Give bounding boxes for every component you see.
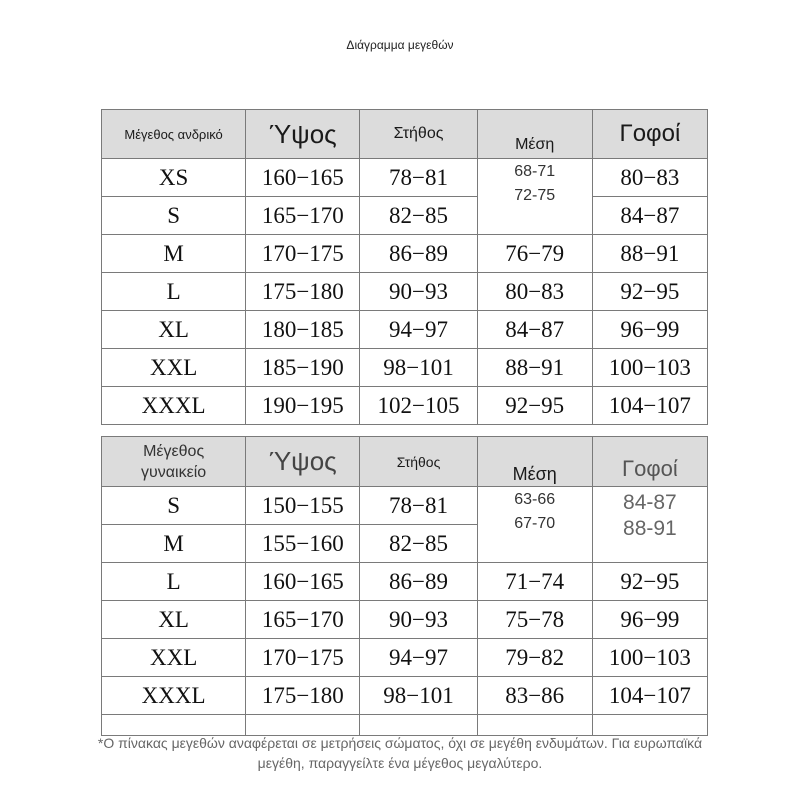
size-cell: XXL	[102, 349, 246, 387]
waist-range: 63-66	[514, 491, 556, 508]
hip-cell: 84−87	[592, 197, 707, 235]
table-row	[102, 159, 708, 197]
hip-cell: 100−103	[592, 639, 707, 677]
waist-range: 67-70	[514, 515, 556, 532]
women-header-size-line2: γυναικείο	[141, 463, 207, 481]
chest-cell: 98−101	[360, 349, 477, 387]
chest-cell: 94−97	[360, 311, 477, 349]
women-size-table	[101, 436, 708, 736]
waist-range: 68-71	[514, 163, 556, 180]
page-title: Διάγραμμα μεγεθών	[346, 38, 454, 52]
height-cell: 155−160	[246, 525, 360, 563]
table-row	[102, 197, 708, 235]
size-cell: M	[102, 525, 246, 563]
waist-cell: 92−95	[477, 387, 592, 425]
footnote	[20, 733, 780, 773]
women-header-size-line1: Μέγεθος	[143, 442, 205, 460]
men-size-table	[101, 109, 708, 425]
chest-cell: 102−105	[360, 387, 477, 425]
table-row	[102, 349, 708, 387]
chest-cell: 82−85	[360, 525, 477, 563]
table-row	[102, 677, 708, 715]
hip-cell: 88−91	[592, 235, 707, 273]
men-header-height: Ύψος	[246, 110, 360, 159]
hip-cell: 92−95	[592, 273, 707, 311]
men-header-size: Μέγεθος ανδρικό	[102, 110, 246, 159]
table-row	[102, 639, 708, 677]
chest-cell: 82−85	[360, 197, 477, 235]
women-header-waist: Μέση	[477, 437, 592, 487]
chest-cell: 94−97	[360, 639, 477, 677]
women-hip-merged-cell	[592, 487, 707, 563]
women-header-row	[102, 437, 708, 487]
hip-cell: 96−99	[592, 311, 707, 349]
table-row	[102, 563, 708, 601]
table-row	[102, 311, 708, 349]
hip-cell: 96−99	[592, 601, 707, 639]
table-row	[102, 387, 708, 425]
height-cell: 175−180	[246, 273, 360, 311]
hip-cell: 104−107	[592, 387, 707, 425]
size-cell: XL	[102, 311, 246, 349]
chest-cell: 90−93	[360, 273, 477, 311]
waist-cell: 83−86	[477, 677, 592, 715]
chest-cell: 98−101	[360, 677, 477, 715]
waist-cell: 79−82	[477, 639, 592, 677]
waist-cell: 76−79	[477, 235, 592, 273]
size-cell: M	[102, 235, 246, 273]
size-cell: XXXL	[102, 677, 246, 715]
women-header-size	[102, 437, 246, 487]
height-cell: 190−195	[246, 387, 360, 425]
women-header-chest: Στήθος	[360, 437, 477, 487]
chest-cell: 86−89	[360, 563, 477, 601]
table-row	[102, 235, 708, 273]
height-cell: 160−165	[246, 159, 360, 197]
height-cell: 160−165	[246, 563, 360, 601]
size-cell: L	[102, 563, 246, 601]
men-waist-merged-cell	[477, 159, 592, 235]
waist-cell: 88−91	[477, 349, 592, 387]
size-cell: XS	[102, 159, 246, 197]
waist-cell: 84−87	[477, 311, 592, 349]
waist-cell: 71−74	[477, 563, 592, 601]
height-cell: 165−170	[246, 601, 360, 639]
table-row	[102, 601, 708, 639]
table-row	[102, 487, 708, 525]
waist-cell: 75−78	[477, 601, 592, 639]
men-header-hip: Γοφοί	[592, 110, 707, 159]
hip-cell: 80−83	[592, 159, 707, 197]
footnote-line-2: μεγέθη, παραγγείλτε ένα μέγεθος μεγαλύτερο.	[257, 755, 543, 771]
size-cell: S	[102, 197, 246, 235]
chest-cell: 78−81	[360, 159, 477, 197]
chest-cell: 78−81	[360, 487, 477, 525]
table-row	[102, 273, 708, 311]
height-cell: 175−180	[246, 677, 360, 715]
chest-cell: 86−89	[360, 235, 477, 273]
women-waist-merged-cell	[477, 487, 592, 563]
height-cell: 180−185	[246, 311, 360, 349]
hip-range: 84-87	[623, 491, 677, 514]
hip-cell: 100−103	[592, 349, 707, 387]
size-cell: XXL	[102, 639, 246, 677]
men-header-chest: Στήθος	[360, 110, 477, 159]
women-header-height: Ύψος	[246, 437, 360, 487]
height-cell: 185−190	[246, 349, 360, 387]
height-cell: 170−175	[246, 235, 360, 273]
waist-cell: 80−83	[477, 273, 592, 311]
footnote-line-1: *Ο πίνακας μεγεθών αναφέρεται σε μετρήσεις σώματος, όχι σε μεγέθη ενδυμάτων. Για ευρωπαϊκά	[97, 735, 703, 751]
hip-range: 88-91	[623, 517, 677, 540]
hip-cell: 104−107	[592, 677, 707, 715]
chest-cell: 90−93	[360, 601, 477, 639]
size-cell: XL	[102, 601, 246, 639]
men-header-waist: Μέση	[477, 110, 592, 159]
men-header-row	[102, 110, 708, 159]
women-header-hip: Γοφοί	[592, 437, 707, 487]
height-cell: 165−170	[246, 197, 360, 235]
size-cell: L	[102, 273, 246, 311]
size-cell: S	[102, 487, 246, 525]
size-cell: XXXL	[102, 387, 246, 425]
hip-cell: 92−95	[592, 563, 707, 601]
waist-range: 72-75	[514, 187, 556, 204]
height-cell: 170−175	[246, 639, 360, 677]
height-cell: 150−155	[246, 487, 360, 525]
